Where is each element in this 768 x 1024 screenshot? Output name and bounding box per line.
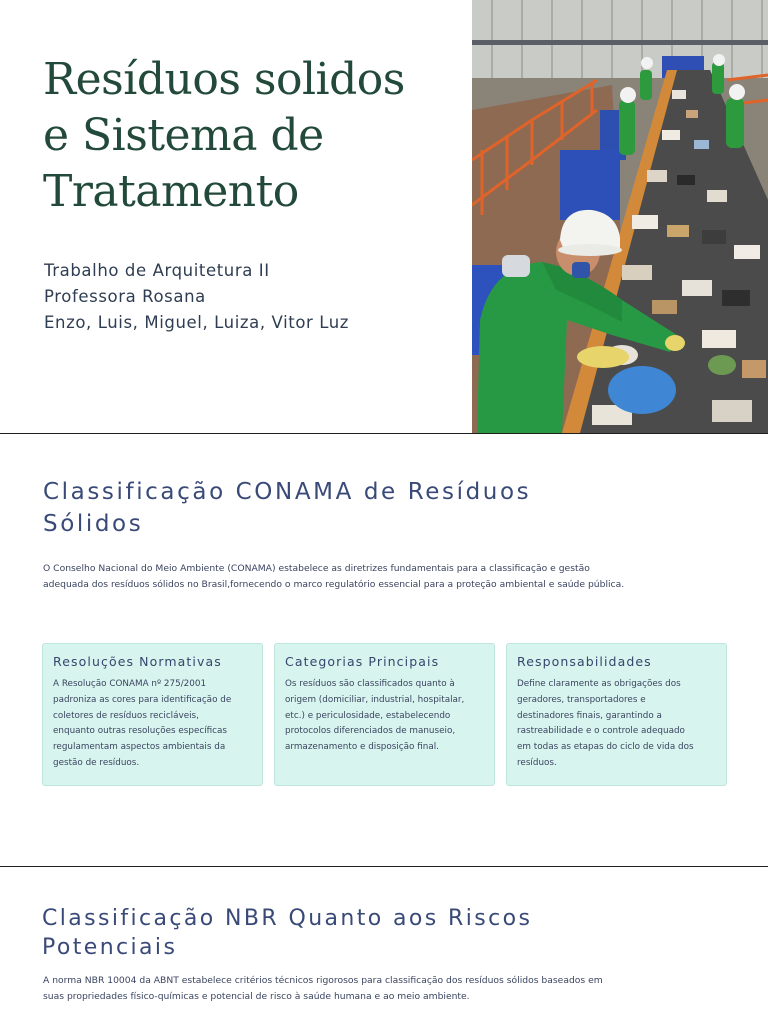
- card-text-line: coletores de resíduos recicláveis,: [53, 710, 199, 721]
- nbr-intro: [43, 973, 693, 1005]
- card-text-line: geradores, transportadores e: [517, 694, 646, 705]
- hero-title-line: e Sistema de: [43, 110, 324, 161]
- card-text-line: protocolos diferenciados de manuseio,: [285, 726, 456, 737]
- card-text: [285, 677, 485, 756]
- card-text: [53, 677, 253, 772]
- hero-title-line: Tratamento: [43, 166, 299, 217]
- card-resolucoes-normativas: [42, 643, 263, 786]
- card-text-line: origem (domiciliar, industrial, hospitalar,: [285, 694, 465, 705]
- conama-slide: [0, 434, 768, 866]
- nbr-intro-line: A norma NBR 10004 da ABNT estabelece critérios técnicos rigorosos para classificação dos resíduos sólidos baseados em: [43, 975, 603, 986]
- card-text-line: armazenamento e disposição final.: [285, 742, 439, 753]
- nbr-title-line: Classificação NBR Quanto aos Riscos: [42, 906, 533, 931]
- card-text-line: destinadores finais, garantindo a: [517, 710, 662, 721]
- conama-intro: [43, 561, 693, 593]
- recycling-sorting-line-photo: [472, 0, 768, 433]
- card-text-line: regulamentam aspectos ambientais da: [53, 742, 226, 753]
- card-text-line: gestão de resíduos.: [53, 757, 140, 768]
- course-line: Trabalho de Arquitetura II: [44, 261, 270, 280]
- nbr-title-line: Potenciais: [42, 935, 178, 960]
- card-text-line: Define claramente as obrigações dos: [517, 679, 681, 689]
- nbr-slide: [0, 867, 768, 1024]
- card-text-line: A Resolução CONAMA nº 275/2001: [53, 679, 207, 689]
- professor-line: Professora Rosana: [44, 287, 206, 306]
- title-slide: [0, 0, 768, 433]
- conama-title-line: Sólidos: [43, 511, 144, 537]
- nbr-title: [42, 904, 532, 962]
- nbr-intro-line: suas propriedades físico-químicas e potencial de risco à saúde humana e ao meio ambiente.: [43, 991, 470, 1002]
- conama-title-line: Classificação CONAMA de Resíduos: [43, 479, 532, 505]
- card-text-line: rastreabilidade e o controle adequado: [517, 726, 685, 737]
- card-categorias-principais: [274, 643, 495, 786]
- card-text-line: padroniza as cores para identificação de: [53, 694, 232, 705]
- conama-intro-line: O Conselho Nacional do Meio Ambiente (CONAMA) estabelece as diretrizes fundamentais para a classificação e gestão: [43, 563, 590, 574]
- hero-title: [43, 52, 473, 220]
- card-responsabilidades: [506, 643, 727, 786]
- card-text-line: Os resíduos são classificados quanto à: [285, 679, 455, 689]
- hero-subtitle: [44, 258, 349, 336]
- card-text-line: enquanto outras resoluções específicas: [53, 726, 227, 737]
- conama-intro-line: adequada dos resíduos sólidos no Brasil,fornecendo o marco regulatório essencial para a proteção ambiental e saúde pública.: [43, 579, 625, 590]
- card-title: Responsabilidades: [517, 654, 652, 669]
- card-title: Categorias Principais: [285, 654, 440, 669]
- card-text: [517, 677, 717, 772]
- card-text-line: etc.) e periculosidade, estabelecendo: [285, 710, 451, 721]
- authors-line: Enzo, Luis, Miguel, Luiza, Vitor Luz: [44, 313, 350, 332]
- card-title: Resoluções Normativas: [53, 654, 222, 669]
- card-text-line: resíduos.: [517, 757, 557, 768]
- card-text-line: em todas as etapas do ciclo de vida dos: [517, 742, 694, 753]
- conama-title: [43, 476, 531, 540]
- hero-title-line: Resíduos solidos: [43, 54, 405, 105]
